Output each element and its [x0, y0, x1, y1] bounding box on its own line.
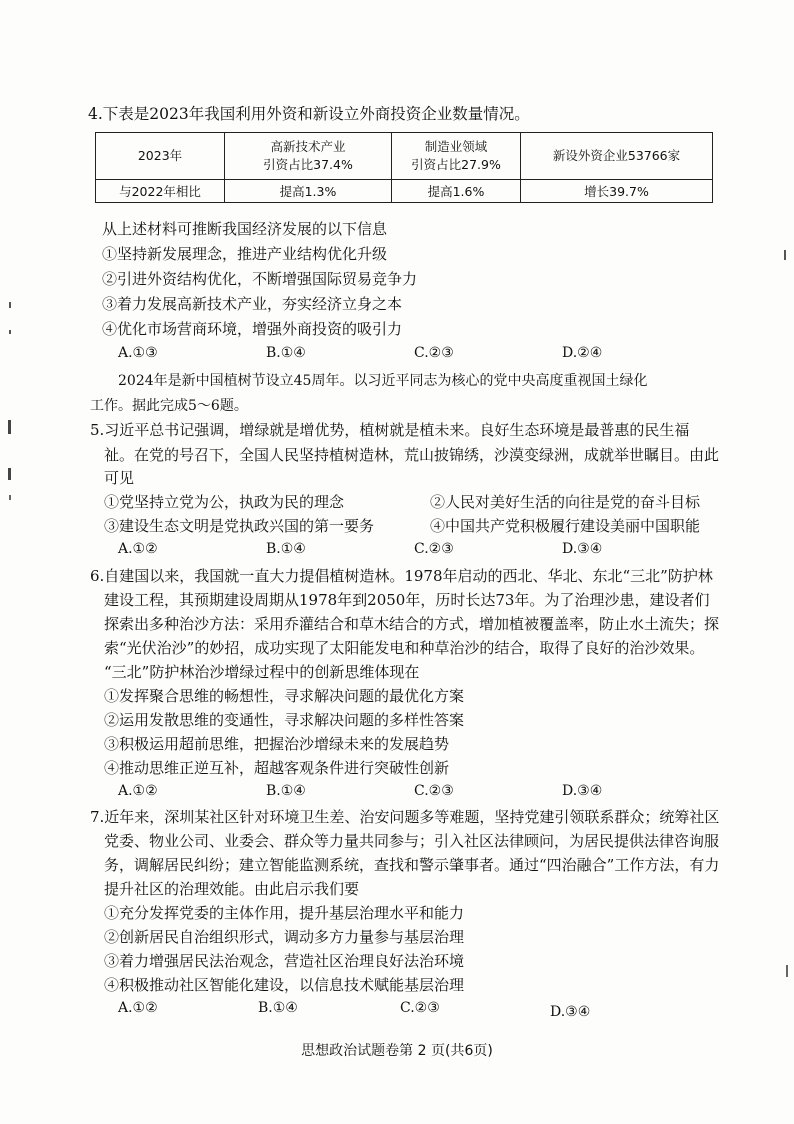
- option-c[interactable]: C.②③: [414, 345, 454, 361]
- question-5-options: [118, 541, 602, 557]
- question-6-text: “三北”防护林治沙增绿过程中的创新思维体现在: [104, 663, 420, 681]
- option-b[interactable]: B.①④: [258, 1000, 298, 1016]
- option-d[interactable]: D.②④: [562, 345, 603, 361]
- table-cell-line: 高新技术产业: [270, 139, 346, 154]
- question-6-item: ②运用发散思维的变通性，寻求解决问题的多样性答案: [104, 711, 465, 729]
- question-7-options: [118, 1000, 638, 1020]
- question-6-item: ①发挥聚合思维的畅想性，寻求解决问题的最优化方案: [104, 687, 465, 705]
- table-cell-line: 引资占比27.9%: [411, 157, 501, 172]
- question-7-text: 党委、物业公司、业委会、群众等力量共同参与；引入社区法律顾问，为居民提供法律咨询服: [104, 832, 720, 850]
- question-7-item: ③着力增强居民法治观念，营造社区治理良好法治环境: [104, 952, 465, 970]
- question-6-item: ④推动思维正逆互补，超越客观条件进行突破性创新: [104, 759, 450, 777]
- table-row: [96, 133, 713, 180]
- option-a[interactable]: A.①③: [118, 345, 158, 361]
- table-cell-line: 引资占比37.4%: [263, 157, 353, 172]
- option-d[interactable]: D.③④: [562, 783, 603, 799]
- option-a[interactable]: A.①②: [118, 1000, 158, 1016]
- option-a[interactable]: A.①②: [118, 541, 158, 557]
- table-cell: [392, 133, 521, 180]
- question-4-stem: 从上述材料可推断我国经济发展的以下信息: [102, 220, 388, 238]
- option-d[interactable]: D.③④: [550, 1004, 591, 1020]
- option-b[interactable]: B.①④: [266, 345, 306, 361]
- question-7-item: ②创新居民自治组织形式，调动多方力量参与基层治理: [104, 928, 465, 946]
- table-cell: 提高1.3%: [225, 180, 392, 203]
- option-c[interactable]: C.②③: [414, 541, 454, 557]
- question-6-text: 建设工程，其预期建设周期从1978年到2050年，历时长达73年。为了治理沙患，建设者们: [104, 591, 710, 609]
- table-cell: [225, 133, 392, 180]
- question-4-item: ①坚持新发展理念，推进产业结构优化升级: [102, 245, 388, 263]
- table-cell: 2023年: [96, 133, 225, 180]
- table-cell-line: 制造业领域: [424, 139, 488, 154]
- table-cell: 与2022年相比: [96, 180, 225, 203]
- scan-edge-marks-right: [780, 245, 792, 985]
- group-intro-line-1: 2024年是新中国植树节设立45周年。以习近平同志为核心的党中央高度重视国土绿化: [118, 373, 648, 389]
- question-4-options: [118, 345, 602, 361]
- question-6-options: [118, 783, 602, 799]
- question-4-item: ②引进外资结构优化，不断增强国际贸易竞争力: [102, 270, 418, 288]
- question-5-item: ②人民对美好生活的向往是党的奋斗目标: [430, 493, 701, 511]
- question-6-text: 探索出多种治沙方法：采用乔灌结合和草木结合的方式，增加植被覆盖率，防止水土流失；探: [104, 615, 720, 633]
- question-5-text: 可见: [104, 469, 135, 487]
- table-cell: 增长39.7%: [521, 180, 713, 203]
- question-6-text: 6.自建国以来，我国就一直大力提倡植树造林。1978年启动的西北、华北、东北“三北”防护林: [90, 567, 713, 585]
- table-row: [96, 180, 713, 203]
- question-7-text: 提升社区的治理效能。由此启示我们要: [104, 880, 360, 898]
- question-7-item: ④积极推动社区智能化建设，以信息技术赋能基层治理: [104, 976, 465, 994]
- question-5-item: ③建设生态文明是党执政兴国的第一要务: [104, 517, 375, 535]
- foreign-investment-table: [95, 132, 713, 203]
- option-c[interactable]: C.②③: [400, 1000, 440, 1016]
- option-b[interactable]: B.①④: [266, 541, 306, 557]
- scan-edge-marks-left: [4, 300, 18, 520]
- option-b[interactable]: B.①④: [266, 783, 306, 799]
- question-6-item: ③积极运用超前思维，把握治沙增绿未来的发展趋势: [104, 735, 450, 753]
- option-c[interactable]: C.②③: [414, 783, 454, 799]
- option-d[interactable]: D.③④: [562, 541, 603, 557]
- question-5-text: 5.习近平总书记强调，增绿就是增优势，植树就是植未来。良好生态环境是最普惠的民生福: [90, 421, 690, 439]
- question-7-text: 务，调解居民纠纷；建立智能监测系统，查找和警示肇事者。通过“四治融合”工作方法，有力: [104, 856, 720, 874]
- question-4-item: ③着力发展高新技术产业，夯实经济立身之本: [102, 295, 403, 313]
- option-a[interactable]: A.①②: [118, 783, 158, 799]
- table-cell: 新设外资企业53766家: [521, 133, 713, 180]
- group-intro-line-2: 工作。据此完成5～6题。: [90, 398, 248, 414]
- question-7-text: 7.近年来，深圳某社区针对环境卫生差、治安问题多等难题，坚持党建引领联系群众；统筹社区: [90, 808, 720, 826]
- question-7-item: ①充分发挥党委的主体作用，提升基层治理水平和能力: [104, 904, 465, 922]
- question-4-title: 4.下表是2023年我国利用外资和新设立外商投资企业数量情况。: [88, 105, 530, 123]
- table-cell: 提高1.6%: [392, 180, 521, 203]
- question-5-text: 祉。在党的号召下，全国人民坚持植树造林，荒山披锦绣，沙漠变绿洲，成就举世瞩目。由此: [104, 446, 720, 464]
- question-6-text: 索“光伏治沙”的妙招，成功实现了太阳能发电和种草治沙的结合，取得了良好的治沙效果。: [104, 639, 705, 657]
- question-5-item: ①党坚持立党为公，执政为民的理念: [104, 493, 345, 511]
- page-footer: 思想政治试题卷第 2 页(共6页): [301, 1043, 493, 1059]
- question-5-item: ④中国共产党积极履行建设美丽中国职能: [430, 517, 701, 535]
- question-4-item: ④优化市场营商环境，增强外商投资的吸引力: [102, 320, 403, 338]
